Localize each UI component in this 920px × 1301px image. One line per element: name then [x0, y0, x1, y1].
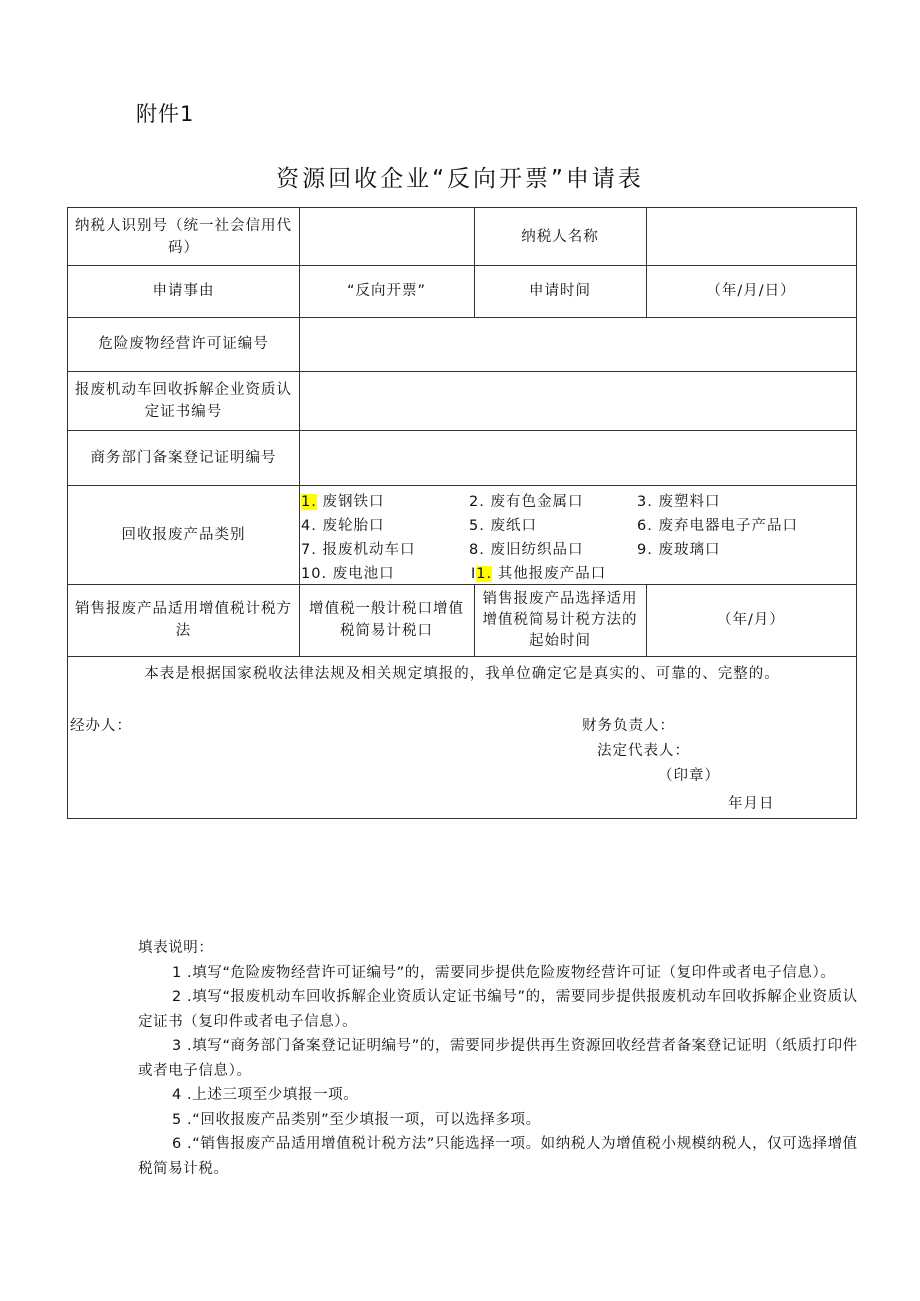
legal-representative-label: 法定代表人： [597, 743, 690, 759]
apply-time-field[interactable]: （年/月/日） [706, 283, 796, 299]
instruction-item: 5 .“回收报废产品类别”至少填报一项，可以选择多项。 [172, 1111, 541, 1128]
apply-time-label: 申请时间 [529, 283, 591, 299]
finance-head-label: 财务负责人： [582, 718, 675, 734]
scrap-vehicle-cert-field[interactable] [299, 371, 856, 430]
scrap-vehicle-cert-label: 报废机动车回收拆解企业资质认定证书编号 [75, 381, 292, 420]
category-option-6[interactable]: 6. 废弃电器电子产品口 [637, 518, 798, 534]
simple-tax-start-label: 销售报废产品选择适用增值税简易计税方法的起始时间 [482, 590, 638, 649]
vat-method-options[interactable]: 增值税一般计税口增值税简易计税口 [309, 601, 464, 639]
category-option-10[interactable]: 10. 废电池口 [301, 566, 395, 582]
hazard-license-label: 危险废物经营许可证编号 [98, 336, 269, 352]
vat-method-label: 销售报废产品适用增值税计税方法 [75, 601, 292, 639]
category-option-4[interactable]: 4. 废轮胎口 [301, 518, 385, 534]
instruction-item: 2 .填写“报废机动车回收拆解企业资质认定证书编号”的，需要同步提供报废机动车回收拆解企业资质认定证书（复印件或者电子信息）。 [138, 989, 858, 1030]
attachment-label: 附件1 [136, 102, 195, 126]
filling-instructions [138, 936, 858, 1181]
commerce-record-field[interactable] [299, 430, 856, 485]
category-label: 回收报废产品类别 [121, 526, 246, 543]
application-form-table [67, 207, 857, 819]
category-option-9[interactable]: 9. 废玻璃口 [637, 542, 721, 558]
taxpayer-id-label: 纳税人识别号（统一社会信用代码） [75, 217, 292, 256]
highlight-mark: 1. [476, 566, 493, 582]
taxpayer-id-field[interactable] [299, 208, 474, 265]
commerce-record-label: 商务部门备案登记证明编号 [90, 449, 277, 466]
taxpayer-name-field[interactable] [646, 208, 856, 265]
taxpayer-name-label: 纳税人名称 [521, 228, 599, 245]
instruction-item: 3 .填写“商务部门备案登记证明编号”的，需要同步提供再生资源回收经营者备案登记证明（纸质打印件或者电子信息）。 [138, 1038, 858, 1079]
category-option-3[interactable]: 3. 废塑料口 [637, 494, 721, 510]
date-label: 年月日 [728, 796, 775, 812]
category-option-7[interactable]: 7. 报废机动车口 [301, 542, 416, 558]
handler-label: 经办人： [70, 718, 132, 734]
simple-tax-start-field[interactable]: （年/月） [717, 612, 785, 628]
category-option-8[interactable]: 8. 废旧纺织品口 [469, 542, 584, 558]
instruction-item: 1 .填写“危险废物经营许可证编号”的，需要同步提供危险废物经营许可证（复印件或者电子信息）。 [172, 964, 836, 981]
category-option-2[interactable]: 2. 废有色金属口 [469, 494, 584, 510]
category-option-11[interactable]: I1. 其他报废产品口 [471, 566, 607, 582]
declaration-text: 本表是根据国家税收法律法规及相关规定填报的，我单位确定它是真实的、可靠的、完整的。 [144, 666, 780, 682]
category-option-1[interactable]: 1. 废钢铁口 [301, 494, 385, 510]
seal-label: （印章） [658, 768, 720, 784]
reason-label: 申请事由 [152, 283, 215, 299]
instruction-item: 4 .上述三项至少填报一项。 [172, 1087, 359, 1103]
instructions-heading: 填表说明： [138, 940, 214, 956]
reason-value: “反向开票” [346, 283, 427, 299]
hazard-license-field[interactable] [299, 317, 856, 371]
instruction-item: 6 .“销售报废产品适用增值税计税方法”只能选择一项。如纳税人为增值税小规模纳税人，仅可选择增值税简易计税。 [138, 1136, 858, 1177]
category-option-5[interactable]: 5. 废纸口 [469, 518, 537, 534]
form-title: 资源回收企业“反向开票”申请表 [276, 166, 644, 192]
